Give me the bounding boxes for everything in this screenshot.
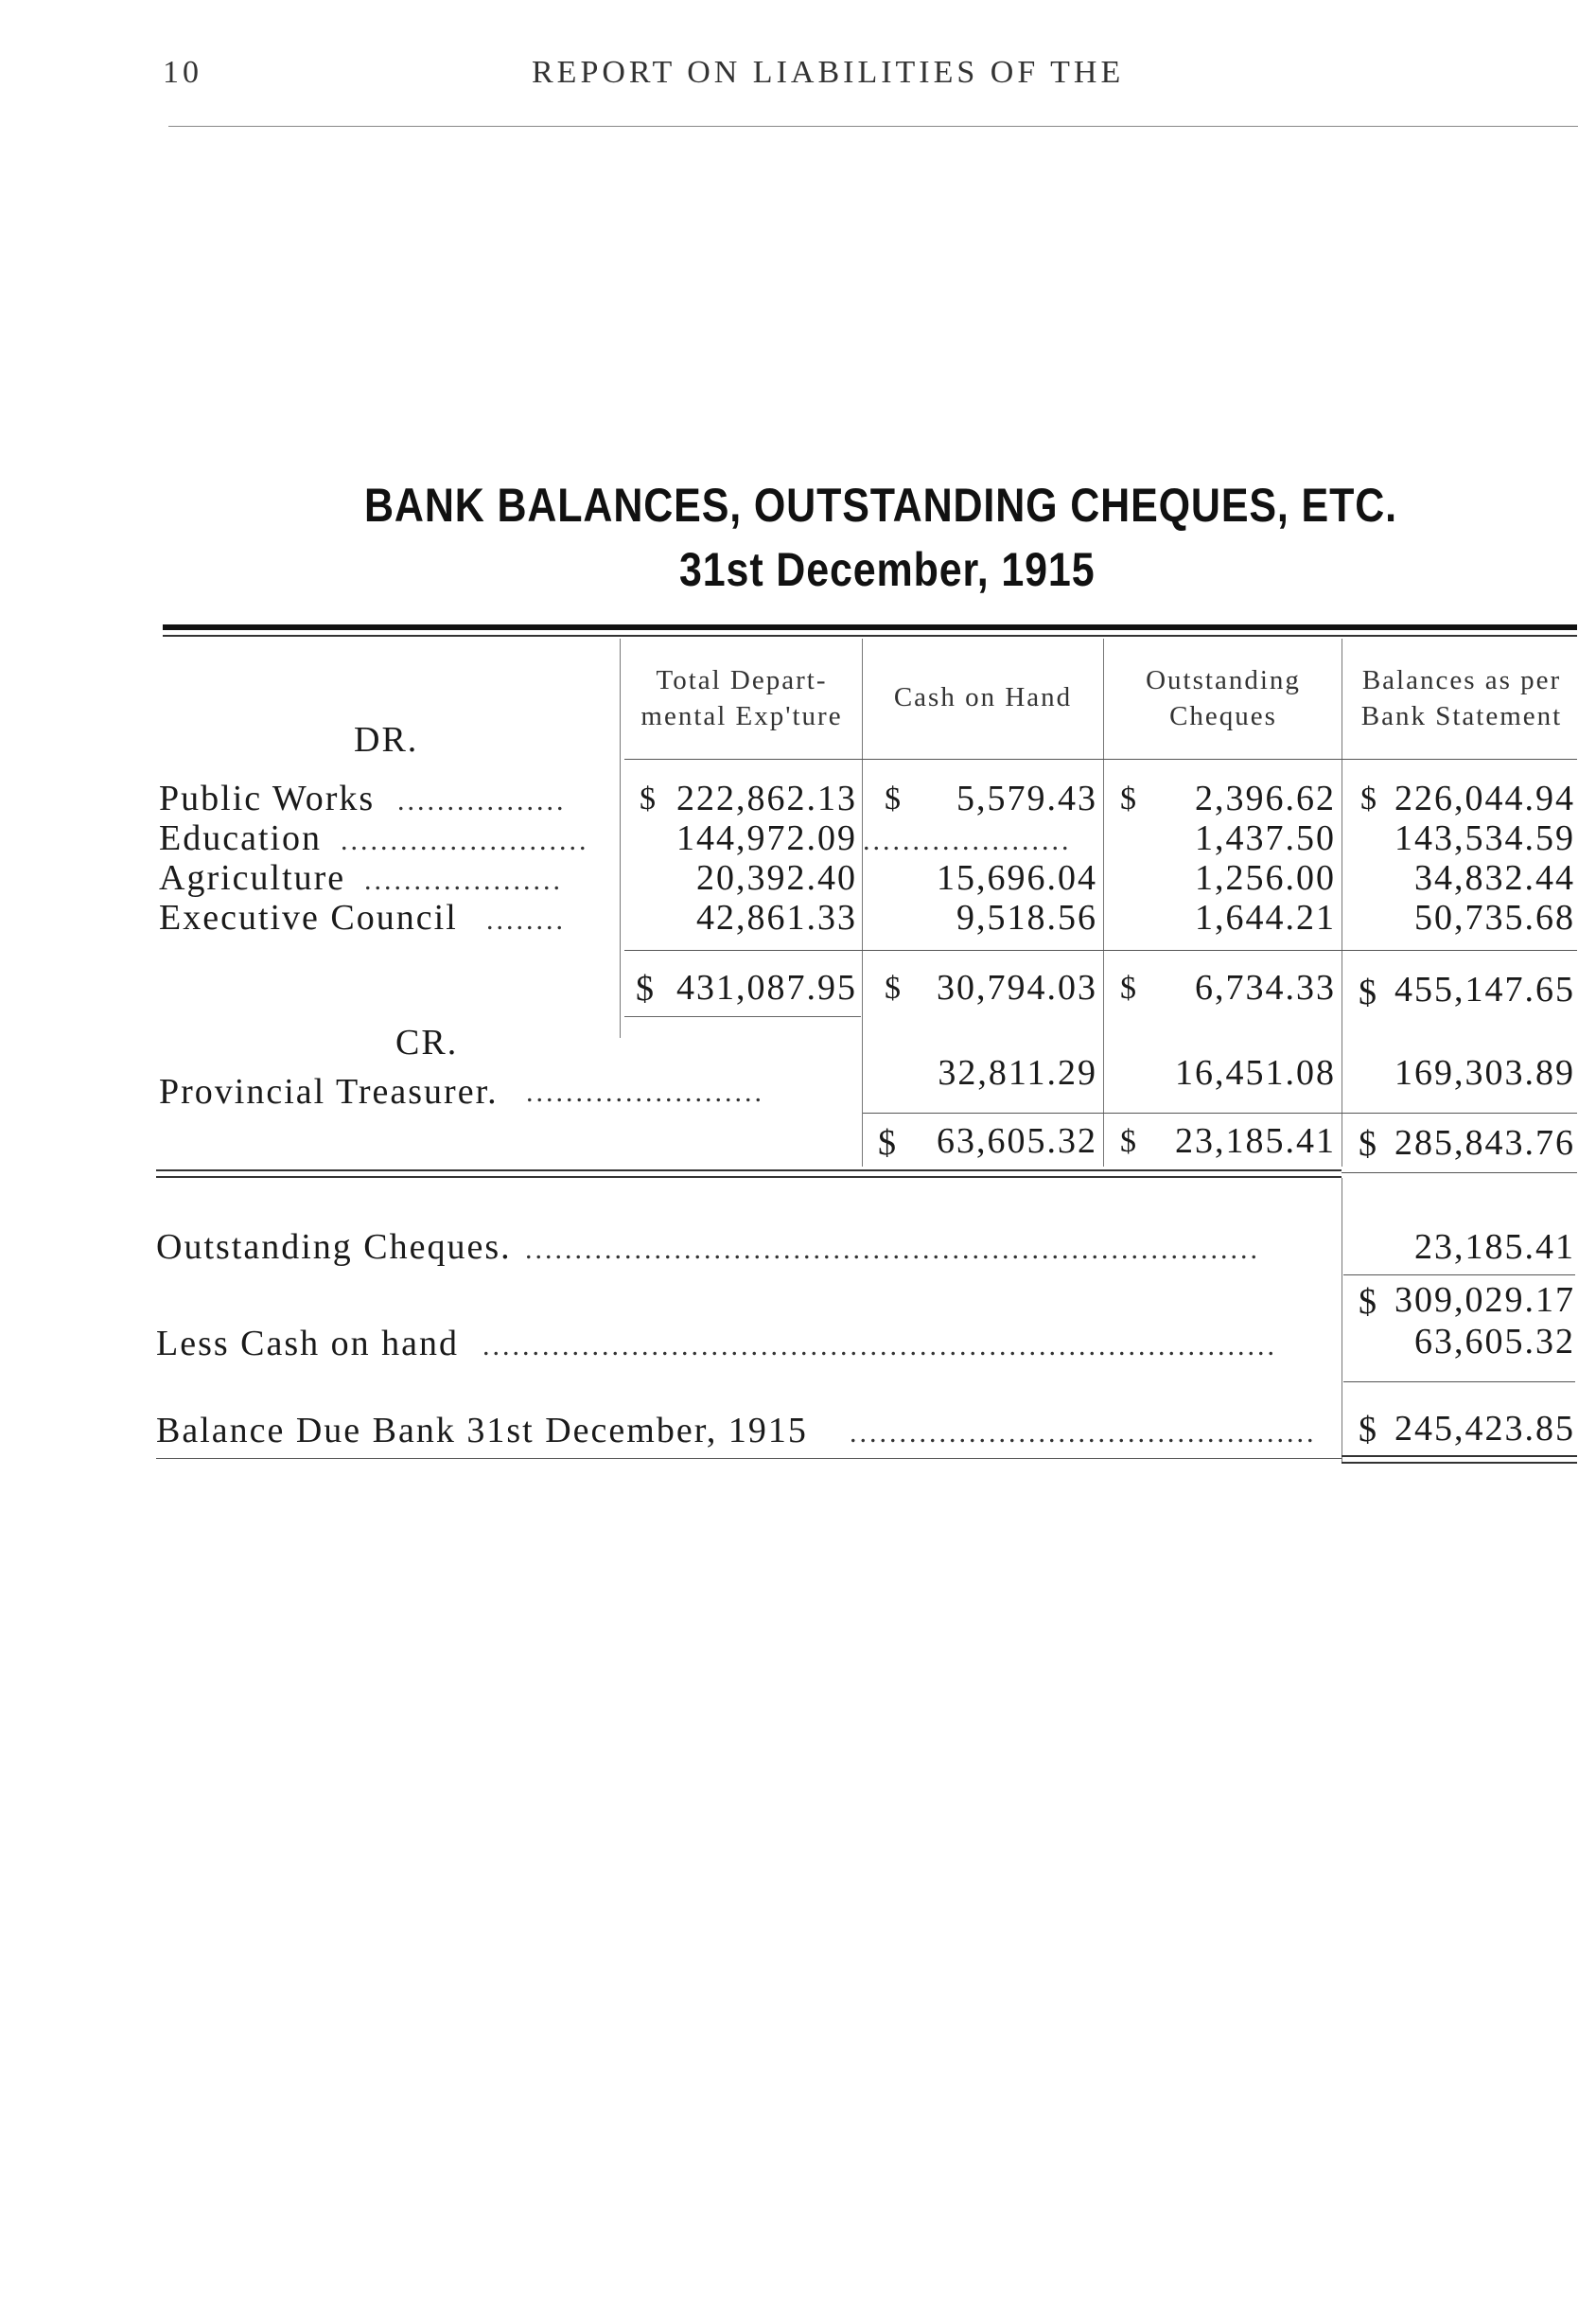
title-rule-heavy [163, 624, 1577, 630]
currency-symbol: $ [1120, 782, 1136, 817]
currency-symbol: $ [1359, 973, 1377, 1012]
running-title: REPORT ON LIABILITIES OF THE [532, 55, 1125, 90]
row-leader: ........................ [526, 1077, 764, 1108]
column-header-outstanding [1105, 662, 1342, 734]
page-title: BANK BALANCES, OUTSTANDING CHEQUES, ETC. [364, 479, 1397, 532]
cr-outstanding: 16,451.08 [1175, 1053, 1336, 1093]
column-header-balances [1343, 662, 1580, 734]
currency-symbol: $ [885, 971, 901, 1006]
row-label-executive-council: Executive Council [159, 898, 458, 938]
cr-totals-rule [863, 1113, 1577, 1114]
dr-totals-bottom-rule [624, 1016, 861, 1017]
final-rule [156, 1458, 1342, 1459]
currency-symbol: $ [1359, 1410, 1377, 1449]
row-label-agriculture: Agriculture [159, 858, 346, 898]
cell-outstanding: 1,644.21 [1195, 898, 1336, 938]
cell-total: 222,862.13 [676, 779, 857, 818]
col-divider-1 [620, 639, 621, 1038]
currency-symbol: $ [1120, 1124, 1136, 1159]
cell-outstanding: 1,437.50 [1195, 818, 1336, 858]
page-subtitle-date: 31st December, 1915 [679, 543, 1096, 596]
column-header-cash: Cash on Hand [893, 682, 1073, 712]
currency-symbol: $ [1120, 971, 1136, 1006]
cell-total: 144,972.09 [676, 818, 857, 858]
table-double-rule-bottom [156, 1176, 1342, 1178]
column-header-outstanding-line1: Outstanding [1146, 665, 1301, 695]
page-number: 10 [163, 55, 202, 90]
cell-cash: 5,579.43 [956, 779, 1097, 818]
summary-outstanding-label: Outstanding Cheques. [156, 1227, 512, 1267]
column-header-outstanding-line2: Cheques [1169, 701, 1277, 731]
summary-balance-due-value: 245,423.85 [1394, 1409, 1575, 1449]
cell-total: 20,392.40 [696, 858, 857, 898]
final-double-rule-top [1342, 1455, 1577, 1457]
summary-leader: ............................................... [850, 1417, 1317, 1449]
column-header-balances-line1: Balances as per [1361, 665, 1562, 695]
row-leader: ........ [486, 905, 566, 936]
summary-leader: ................................................................................ [482, 1330, 1277, 1361]
cr-cash: 32,811.29 [938, 1053, 1097, 1093]
column-header-total-line1: Total Depart- [656, 665, 828, 695]
currency-symbol: $ [1360, 782, 1377, 817]
dr-total-total: 431,087.95 [676, 968, 857, 1008]
col-divider-3 [1103, 639, 1104, 1167]
title-rule-thin [163, 635, 1577, 637]
cr-balance: 169,303.89 [1394, 1053, 1575, 1093]
cell-cash: 15,696.04 [937, 858, 1097, 898]
summary-outstanding-value: 23,185.41 [1414, 1227, 1575, 1267]
dr-total-cash: 30,794.03 [937, 968, 1097, 1008]
row-leader: .................... [364, 865, 563, 896]
currency-symbol: $ [1359, 1282, 1377, 1322]
currency-symbol: $ [878, 1123, 896, 1163]
col-divider-2 [862, 639, 863, 1167]
cell-outstanding: 1,256.00 [1195, 858, 1336, 898]
currency-symbol: $ [1359, 1124, 1377, 1164]
column-header-balances-line2: Bank Statement [1360, 701, 1563, 731]
summary-less-cash-label: Less Cash on hand [156, 1324, 460, 1363]
table-double-rule-right [1342, 1172, 1577, 1173]
currency-symbol: $ [636, 969, 654, 1009]
currency-symbol: $ [885, 782, 901, 817]
row-label-provincial-treasurer: Provincial Treasurer. [159, 1072, 499, 1112]
table-double-rule-top [156, 1169, 1342, 1171]
dr-totals-rule [624, 950, 1577, 951]
header-rule [168, 126, 1578, 127]
summary-less-cash-value: 63,605.32 [1414, 1322, 1575, 1361]
cell-cash-empty-leader: ..................... [863, 825, 1072, 856]
row-leader: ......................... [341, 825, 589, 856]
summary-balance-rule [1343, 1381, 1575, 1382]
cr-total-balance: 285,843.76 [1394, 1123, 1575, 1163]
cell-balance: 143,534.59 [1394, 818, 1575, 858]
row-label-education: Education [159, 818, 323, 858]
cr-total-cash: 63,605.32 [937, 1121, 1097, 1161]
currency-symbol: $ [640, 782, 656, 817]
cell-balance: 226,044.94 [1394, 779, 1575, 818]
cell-balance: 50,735.68 [1414, 898, 1575, 938]
row-label-public-works: Public Works [159, 779, 376, 818]
column-header-total [623, 662, 861, 734]
cell-outstanding: 2,396.62 [1195, 779, 1336, 818]
summary-balance-due-label: Balance Due Bank 31st December, 1915 [156, 1411, 808, 1450]
dr-total-balance: 455,147.65 [1394, 970, 1575, 1010]
final-double-rule-bottom [1342, 1462, 1577, 1464]
column-header-total-line2: mental Exp'ture [640, 701, 843, 731]
summary-leader: .......................................................................... [525, 1234, 1260, 1265]
column-header-rule [624, 759, 1577, 760]
summary-subtotal-rule [1343, 1274, 1575, 1275]
row-leader: ................. [397, 785, 567, 817]
cell-balance: 34,832.44 [1414, 858, 1575, 898]
dr-label: DR. [354, 720, 419, 760]
dr-total-outstanding: 6,734.33 [1195, 968, 1336, 1008]
cell-total: 42,861.33 [696, 898, 857, 938]
summary-subtotal-value: 309,029.17 [1394, 1280, 1575, 1320]
cr-label: CR. [395, 1023, 459, 1063]
cr-total-outstanding: 23,185.41 [1175, 1121, 1336, 1161]
cell-cash: 9,518.56 [956, 898, 1097, 938]
